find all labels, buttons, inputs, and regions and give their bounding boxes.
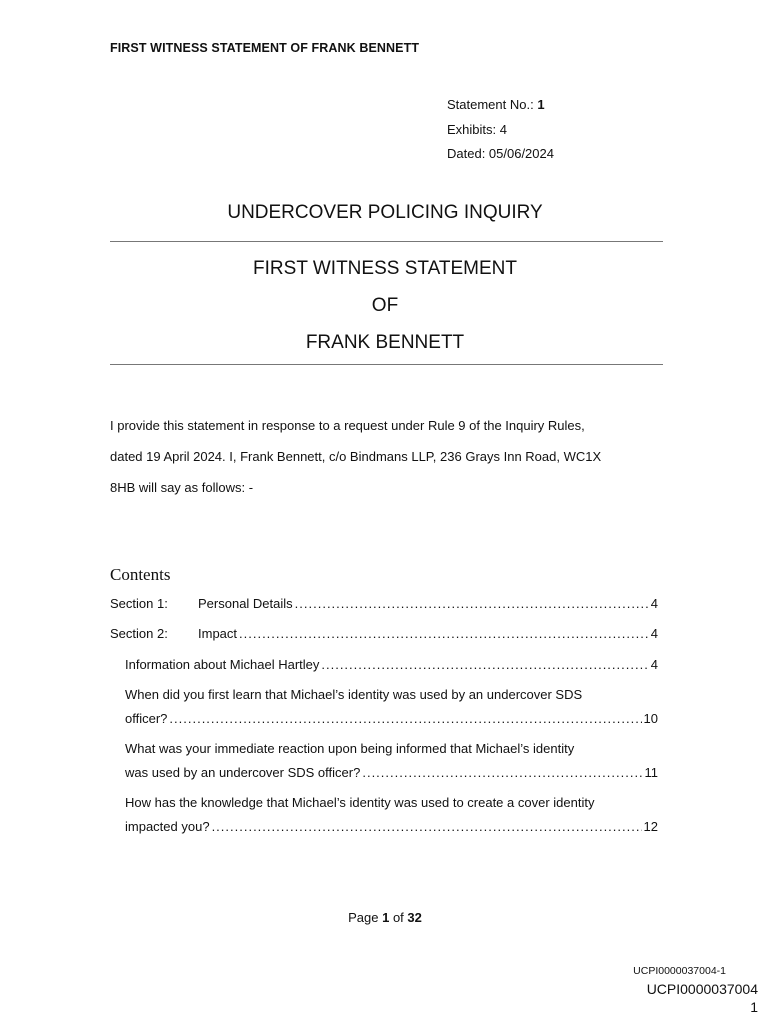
toc-entry-subsection-4[interactable] [125,819,658,834]
toc-leader-dots [239,626,649,641]
toc-page-number: 11 [644,765,658,780]
toc-section-title: Impact [198,626,238,641]
toc-leader-dots [212,819,642,834]
statement-number-label: Statement No.: [447,97,534,112]
top-divider [110,241,663,242]
toc-page-number: 4 [650,596,658,611]
toc-entry-subsection-3[interactable] [125,765,658,780]
contents-heading: Contents [110,565,171,584]
statement-title-line3: FRANK BENNETT [305,332,465,353]
toc-entry-subsection-1[interactable] [125,657,658,672]
toc-page-number: 12 [643,819,658,834]
document-reference-small: UCPI0000037004-1 [633,965,726,977]
statement-number [447,97,545,112]
toc-subsection-title-line2: impacted you? [125,819,210,834]
page-of: of [392,910,404,925]
toc-leader-dots [169,711,641,726]
toc-page-number: 4 [650,626,658,641]
document-reference-code: UCPI0000037004 [646,981,758,997]
page-number [0,910,770,925]
toc-section-title: Personal Details [198,596,293,611]
page-total: 32 [407,910,422,925]
toc-leader-dots [295,596,649,611]
toc-section-label: Section 1: [110,596,168,611]
toc-entry-section-2[interactable] [110,626,658,641]
statement-number-value: 1 [537,97,545,112]
page-prefix: Page [348,910,379,925]
intro-line: dated 19 April 2024. I, Frank Bennett, c/o Bindmans LLP, 236 Grays Inn Road, WC1X [110,449,602,464]
toc-page-number: 4 [650,657,658,672]
toc-page-number: 10 [643,711,658,726]
exhibits-count: Exhibits: 4 [447,122,507,137]
intro-line: I provide this statement in response to a request under Rule 9 of the Inquiry Rules, [110,418,585,433]
intro-paragraph [110,410,663,503]
toc-section-label: Section 2: [110,626,168,641]
toc-leader-dots [362,765,642,780]
toc-subsection-title-line2: was used by an undercover SDS officer? [125,765,361,780]
toc-subsection-title-line1[interactable]: When did you first learn that Michael’s identity was used by an undercover SDS [125,687,583,702]
toc-subsection-title-line2: officer? [125,711,168,726]
page-current: 1 [382,910,390,925]
statement-title-line2: OF [371,295,399,316]
toc-leader-dots [321,657,648,672]
bottom-divider [110,364,663,365]
toc-entry-subsection-2[interactable] [125,711,658,726]
document-reference [647,980,758,1016]
intro-line: 8HB will say as follows: - [110,480,254,495]
running-header: FIRST WITNESS STATEMENT OF FRANK BENNETT [110,41,420,55]
document-reference-number: 1 [750,999,758,1015]
statement-date: Dated: 05/06/2024 [447,146,554,161]
toc-subsection-title-line1[interactable]: What was your immediate reaction upon being informed that Michael’s identity [125,741,575,756]
toc-entry-section-1[interactable] [110,596,658,611]
toc-subsection-title-line1[interactable]: How has the knowledge that Michael’s identity was used to create a cover identity [125,795,595,810]
statement-title-line1: FIRST WITNESS STATEMENT [253,258,517,279]
toc-subsection-title: Information about Michael Hartley [125,657,320,672]
inquiry-title: UNDERCOVER POLICING INQUIRY [227,202,543,223]
